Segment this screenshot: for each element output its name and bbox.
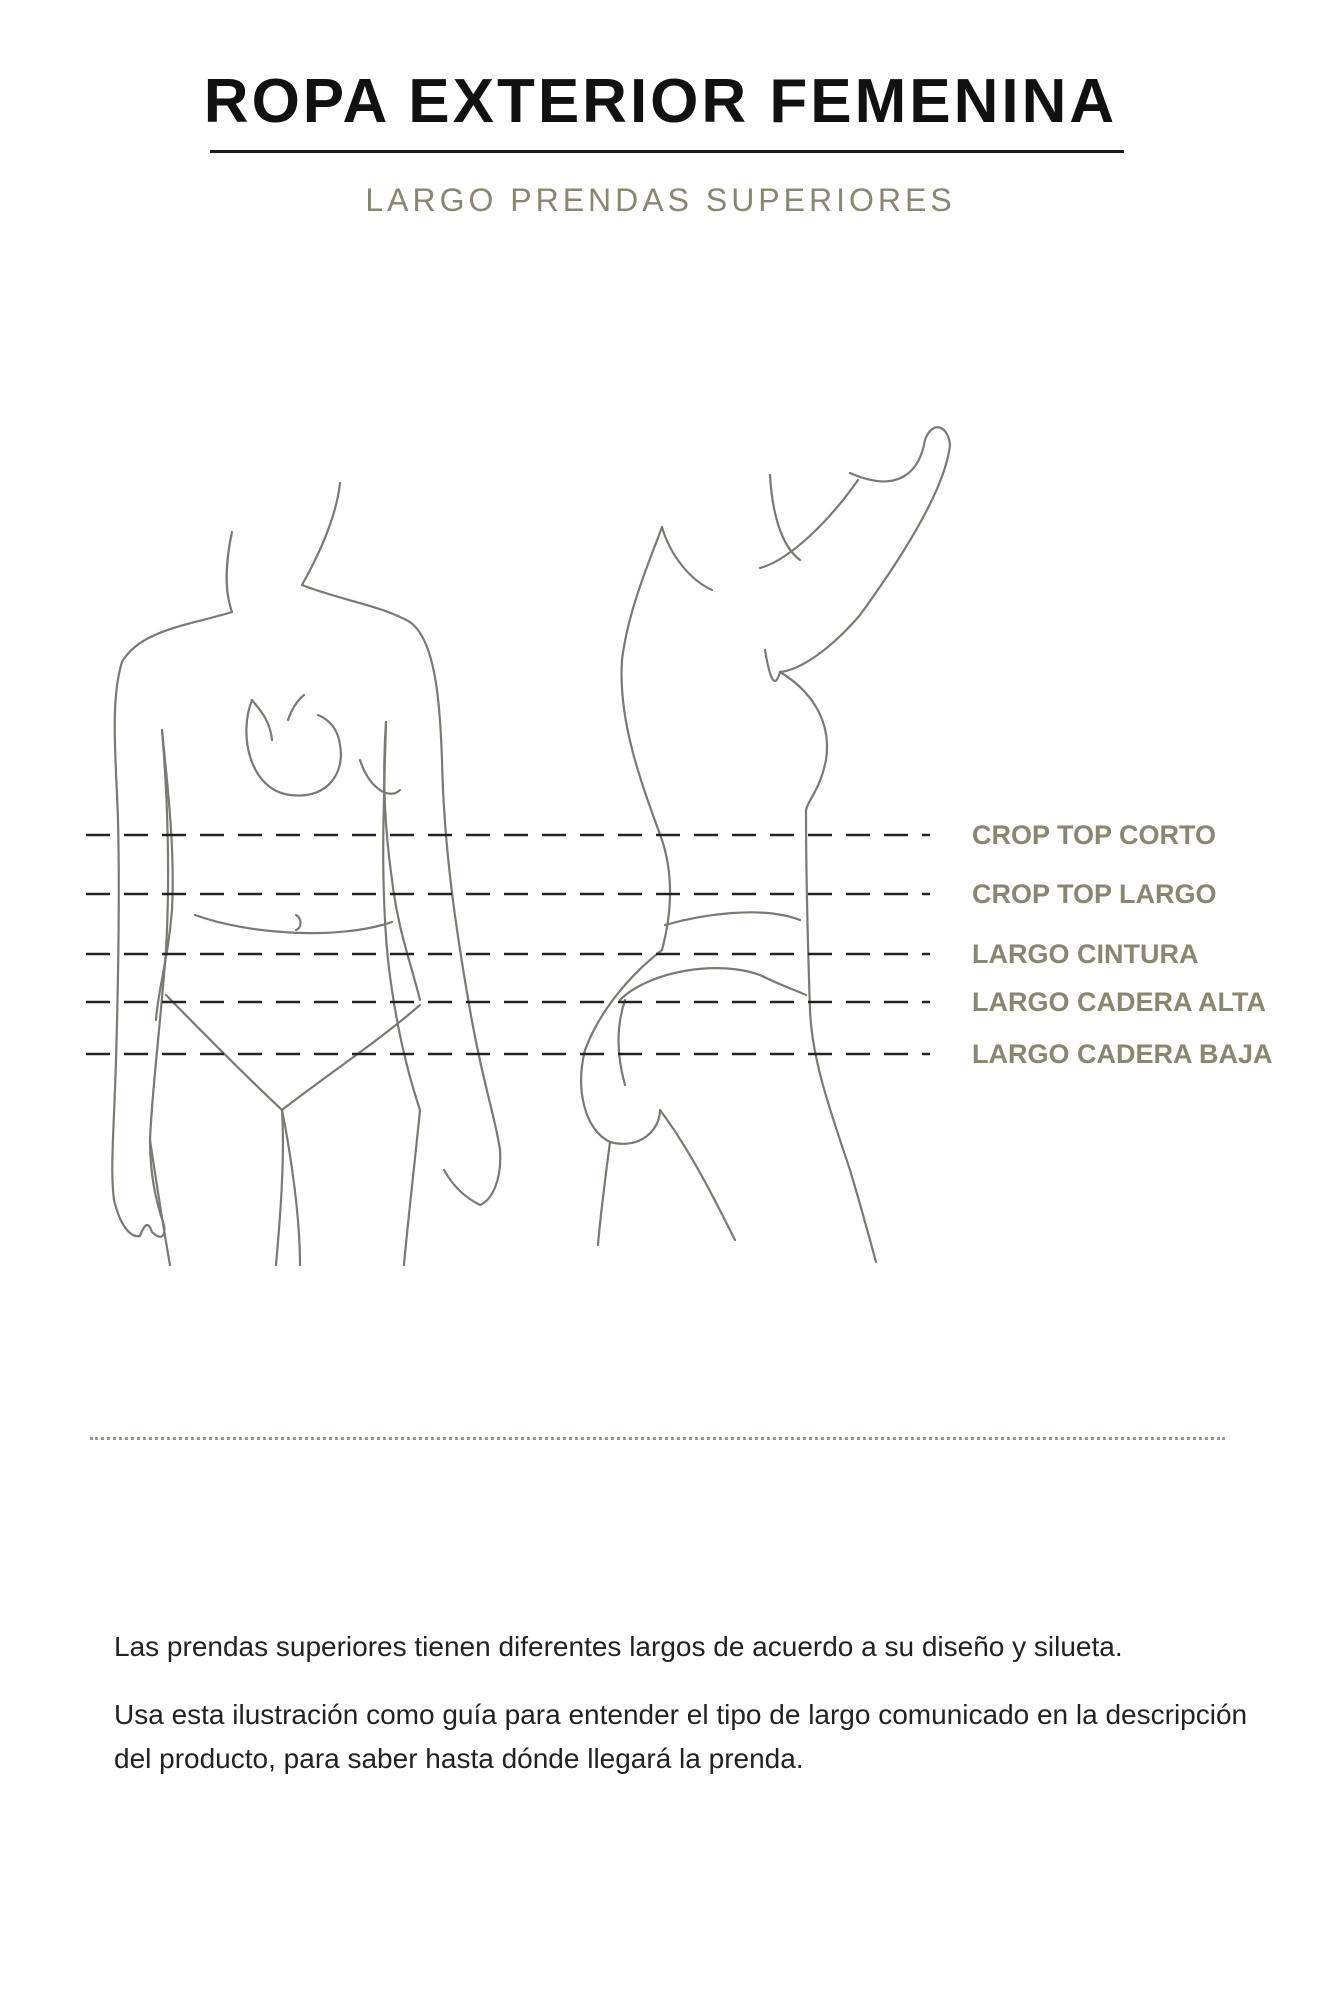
side-figure-illustration (581, 427, 950, 1262)
page-title: ROPA EXTERIOR FEMENINA (203, 67, 1118, 136)
section-divider (90, 1437, 1225, 1440)
length-guides (86, 835, 930, 1054)
description-paragraph-2: Usa esta ilustración como guía para entender el tipo de largo comunicado en la descripción del producto, para saber hasta dónde llegará la prenda. (114, 1699, 1248, 1774)
length-label-largo-cintura: LARGO CINTURA (972, 939, 1199, 969)
page-subtitle: LARGO PRENDAS SUPERIORES (365, 182, 956, 218)
length-label-largo-cadera-baja: LARGO CADERA BAJA (972, 1039, 1273, 1069)
length-label-crop-top-corto: CROP TOP CORTO (972, 820, 1217, 850)
description-block (114, 1625, 1264, 1805)
front-figure-illustration (112, 483, 500, 1265)
length-label-crop-top-largo: CROP TOP LARGO (972, 879, 1217, 909)
description-paragraph-1: Las prendas superiores tienen diferentes largos de acuerdo a su diseño y silueta. (114, 1631, 1123, 1662)
length-label-largo-cadera-alta: LARGO CADERA ALTA (972, 987, 1266, 1017)
